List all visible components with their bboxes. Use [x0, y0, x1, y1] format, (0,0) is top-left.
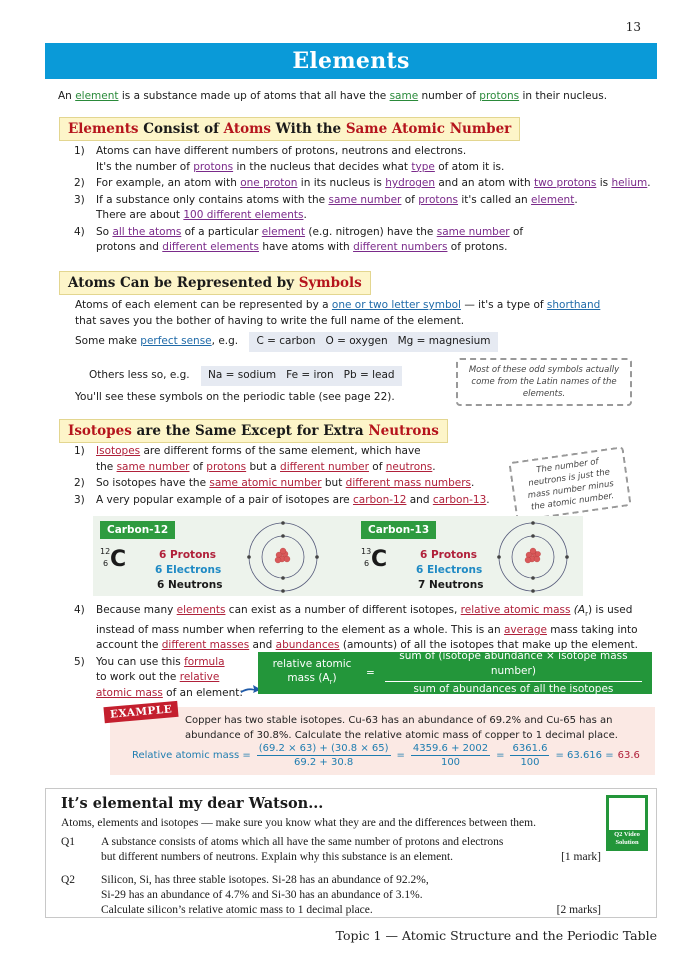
text: but a [246, 460, 281, 473]
keyword: element [531, 193, 575, 206]
text: mass (A [287, 671, 330, 684]
formula-fraction [385, 649, 642, 697]
text: ) [332, 671, 337, 684]
keyword: shorthand [546, 299, 601, 311]
list-item [74, 225, 664, 256]
video-solution-qr-button[interactable] [606, 795, 648, 851]
text: instead of mass number when referring to the element as a whole. This is an [96, 623, 504, 636]
keyword: same number [116, 460, 190, 473]
isotope-carbon-12 [100, 521, 223, 591]
section-heading-symbols [59, 271, 371, 295]
text: but different numbers of neutrons. Explain why this substance is an element. [101, 851, 454, 863]
text: (A [570, 604, 586, 616]
equals-sign: = [496, 750, 505, 761]
text: Atoms of each element can be represented by a [75, 299, 332, 311]
text: is [596, 177, 612, 189]
keyword: 100 different elements [183, 209, 304, 221]
symbol-pair: Fe = iron [286, 369, 334, 381]
symbol-pair: O = oxygen [325, 335, 388, 347]
text: of [189, 460, 207, 473]
fraction [411, 742, 490, 769]
text: . [432, 460, 436, 473]
text: in the nucleus that decides what [233, 160, 412, 173]
text: account the [96, 639, 162, 652]
text: So [96, 225, 113, 238]
text: Some make [75, 335, 141, 347]
denominator: 100 [440, 757, 461, 768]
heading-word: Atoms Can be Represented by [68, 275, 299, 291]
keyword: same atomic number [209, 477, 322, 489]
keyword: atomic mass [96, 686, 163, 699]
text: Si-29 has an abundance of 4.7% and Si-30 has an abundance of 3.1%. [101, 889, 423, 901]
atomic-number: 6 [103, 559, 109, 568]
text: ) is used [587, 604, 633, 616]
keyword: different number [280, 460, 369, 473]
keyword: protons [206, 460, 247, 473]
particle-counts [155, 548, 222, 593]
heading-word: With the [270, 121, 346, 137]
text: can exist as a number of different isotopes, [225, 604, 461, 616]
atomic-number: 6 [364, 559, 370, 568]
text: and [249, 639, 276, 652]
title-banner [45, 43, 657, 79]
sensible-symbols-row [75, 332, 498, 352]
carbon-12-atom-diagram-icon [246, 520, 320, 594]
item-text [96, 144, 664, 175]
final-answer: 63.6 [617, 750, 640, 761]
odd-symbols-box [201, 366, 402, 386]
text: If a substance only contains atoms with the [96, 193, 329, 206]
calc-label: Relative atomic mass = [132, 750, 251, 761]
keyword: helium [611, 177, 648, 189]
text: of an element: [162, 686, 243, 699]
symbol-pair: Pb = lead [343, 369, 395, 381]
heading-word: Atoms [223, 121, 271, 137]
item-text [96, 193, 664, 224]
question-text [101, 873, 601, 918]
text: are different forms of the same element, which have [140, 445, 421, 457]
text: have atoms with [258, 241, 354, 253]
keyword: neutrons [385, 460, 433, 473]
item-text [96, 225, 664, 256]
intro-sentence [58, 90, 607, 102]
text: protons and [96, 241, 163, 253]
symbol-pair: C = carbon [256, 335, 316, 347]
item-number: 4) [74, 604, 85, 616]
question-number: Q1 [61, 836, 76, 848]
text: mass taking into [546, 623, 638, 636]
section-heading-atomic-number [59, 117, 520, 141]
text: There are about [96, 209, 184, 221]
keyword: all the atoms [112, 225, 182, 238]
element-symbol: C [371, 547, 388, 572]
isotope-label: Carbon-12 [100, 521, 175, 539]
topic-footer: Topic 1 — Atomic Structure and the Periodic Table [335, 928, 657, 943]
text: , e.g. [211, 335, 239, 347]
practice-questions-box [45, 788, 657, 918]
item-number: 5) [74, 655, 85, 668]
question-text [101, 835, 601, 865]
numerator: sum of (isotope abundance × isotope mass number) [385, 649, 642, 682]
item-text [96, 444, 504, 475]
numerator: (69.2 × 63) + (30.8 × 65) [258, 743, 389, 754]
section-heading-isotopes [59, 419, 448, 443]
nuclide-symbol [361, 547, 401, 577]
proton-count: 6 Protons [159, 549, 217, 561]
text: (amounts) of all the isotopes that make up the element. [339, 639, 638, 652]
text: the [96, 460, 117, 473]
example-calculation [132, 742, 640, 769]
keyword: carbon-12 [352, 493, 407, 506]
item-text [96, 176, 664, 192]
marks-label: [1 mark] [561, 851, 601, 863]
element-symbol: C [110, 547, 127, 572]
text: that saves you the bother of having to write the full name of the element. [75, 314, 465, 327]
odd-symbols-row [89, 366, 402, 386]
text: — it's a type of [460, 299, 547, 311]
heading-word: Isotopes [68, 423, 132, 439]
item-number: 4) [74, 225, 85, 238]
keyword: type [411, 160, 435, 173]
denominator: sum of abundances of all the isotopes [413, 683, 614, 695]
sensible-symbols-box [249, 332, 497, 352]
text: (e.g. nitrogen) have the [305, 225, 437, 238]
fraction [510, 742, 549, 769]
heading-word: are the Same Except for Extra [131, 423, 369, 439]
subscript: r [585, 610, 588, 619]
text: . [486, 493, 490, 506]
text: and an atom with [435, 177, 535, 189]
text: of atom it is. [434, 160, 505, 173]
list-item [74, 176, 664, 192]
text: Silicon, Si, has three stable isotopes. Si-28 has an abundance of 92.2%, [101, 874, 429, 886]
list-item [74, 193, 664, 224]
intermediate-result: = 63.616 = [555, 750, 614, 761]
nuclide-symbol [100, 547, 140, 577]
text: relative atomic [272, 657, 352, 670]
formula-lhs [268, 657, 356, 689]
text: A very popular example of a pair of isotopes are [96, 493, 353, 506]
list-item [74, 476, 504, 492]
neutron-count: 6 Neutrons [157, 579, 223, 591]
keyword: one proton [240, 177, 298, 189]
item-number: 2) [74, 177, 85, 189]
text: in its nucleus is [297, 177, 386, 189]
latin-names-note: Most of these odd symbols actually come from the Latin names of the elements. [456, 358, 632, 406]
example-badge: EXAMPLE [103, 701, 178, 723]
keyword: different numbers [353, 241, 448, 253]
text: of [401, 193, 419, 206]
heading-word: Same Atomic Number [345, 121, 512, 137]
symbol-pair: Mg = magnesium [397, 335, 491, 347]
heading-word: Symbols [298, 275, 362, 291]
item-number: 3) [74, 193, 85, 206]
keyword: different masses [161, 639, 250, 652]
mass-number: 12 [100, 547, 111, 556]
electron-count: 6 Electrons [416, 564, 483, 576]
periodic-table-reference [75, 390, 395, 406]
keyword: same number [328, 193, 402, 206]
subscript: r [329, 678, 333, 687]
fraction [257, 742, 391, 769]
text: it's called an [458, 193, 532, 206]
heading-word: Consist of [138, 121, 224, 137]
text: of [509, 225, 524, 238]
keyword: elements [176, 604, 226, 616]
denominator: 100 [520, 757, 540, 768]
text: Atoms can have different numbers of protons, neutrons and electrons. [96, 145, 467, 157]
text: . [471, 477, 475, 489]
isotope-label: Carbon-13 [361, 521, 436, 539]
item-text [96, 476, 504, 492]
atomic-number-list [74, 144, 664, 257]
text: of [368, 460, 386, 473]
text: and [406, 493, 433, 506]
neutrons-note: The number of neutrons is just the mass number minus the atomic number. [508, 446, 631, 522]
numerator: 6361.6 [512, 743, 548, 754]
keyword: same [389, 90, 419, 102]
keyword: protons [418, 193, 459, 206]
text: An [58, 90, 76, 102]
item-number: 1) [74, 445, 85, 457]
keyword: one or two letter symbol [331, 299, 461, 311]
item-number: 1) [74, 145, 85, 157]
keyword: different mass numbers [345, 477, 471, 489]
keyword: relative [179, 671, 220, 684]
item-number: 2) [74, 477, 85, 489]
page-title: Elements [292, 48, 410, 74]
keyword: element [75, 90, 119, 102]
text: Because many [96, 604, 177, 616]
text: It's the number of [96, 160, 194, 173]
page-number: 13 [625, 20, 641, 34]
text: in their nucleus. [519, 90, 608, 102]
heading-word: Elements [68, 121, 139, 137]
isotope-carbon-13 [361, 521, 484, 591]
text: You can use this [96, 655, 185, 668]
text: So isotopes have the [96, 477, 210, 489]
keyword: two protons [534, 177, 597, 189]
text: . [303, 209, 307, 221]
keyword: same number [436, 225, 510, 238]
questions-heading: It’s elemental my dear Watson... [61, 795, 324, 812]
item-text [96, 493, 504, 509]
questions-intro: Atoms, elements and isotopes — make sure you know what they are and the differences between them. [61, 817, 536, 829]
question-q2 [61, 873, 601, 918]
keyword: formula [184, 655, 225, 668]
relative-atomic-mass-formula [258, 652, 652, 694]
keyword: average [503, 623, 547, 636]
keyword: perfect sense [140, 335, 212, 347]
list-item [74, 444, 504, 475]
keyword: relative atomic mass [460, 604, 571, 616]
text: For example, an atom with [96, 177, 241, 189]
isotopes-list [74, 444, 504, 509]
text: . [574, 193, 578, 206]
video-solution-label: Q2 Video Solution [609, 830, 645, 848]
text: is a substance made up of atoms that all have the [118, 90, 390, 102]
text: . [647, 177, 651, 189]
keyword: Isotopes [96, 445, 141, 457]
particle-counts [416, 548, 483, 593]
list-item [74, 603, 664, 654]
text: to work out the [96, 671, 180, 684]
carbon-isotopes-panel [93, 516, 583, 596]
text: You'll see these symbols on the periodic table (see page 22). [75, 391, 395, 403]
symbol-pair: Na = sodium [208, 369, 277, 381]
keyword: different elements [162, 241, 259, 253]
carbon-13-atom-diagram-icon [496, 520, 570, 594]
neutron-count: 7 Neutrons [418, 579, 484, 591]
marks-label: [2 marks] [556, 904, 601, 916]
keyword: carbon-13 [432, 493, 487, 506]
keyword: element [261, 225, 306, 238]
electron-count: 6 Electrons [155, 564, 222, 576]
heading-word: Neutrons [368, 423, 439, 439]
keyword: hydrogen [385, 177, 436, 189]
question-number: Q2 [61, 874, 76, 886]
list-item [74, 493, 504, 509]
question-q1 [61, 835, 601, 865]
text: A substance consists of atoms which all have the same number of protons and electrons [101, 836, 504, 848]
item-number: 3) [74, 493, 85, 506]
numerator: 4359.6 + 2002 [412, 743, 489, 754]
item-text [96, 603, 664, 654]
denominator: 69.2 + 30.8 [293, 757, 354, 768]
keyword: protons [193, 160, 234, 173]
list-item [74, 144, 664, 175]
text: number of [418, 90, 480, 102]
equals-sign: = [366, 667, 375, 679]
mass-number: 13 [361, 547, 372, 556]
text: Others less so, e.g. [89, 369, 190, 381]
example-question: Copper has two stable isotopes. Cu-63 has an abundance of 69.2% and Cu-65 has an abundance of 30.8%. Calculate the relative atomic mass of copper to 1 decimal place. [185, 715, 618, 741]
symbols-paragraph [75, 298, 665, 329]
keyword: protons [479, 90, 520, 102]
text: Calculate silicon’s relative atomic mass to 1 decimal place. [101, 904, 373, 916]
equals-sign: = [396, 750, 405, 761]
keyword: abundances [275, 639, 340, 652]
text: of a particular [181, 225, 262, 238]
proton-count: 6 Protons [420, 549, 478, 561]
text: of protons. [447, 241, 508, 253]
text: but [321, 477, 346, 489]
